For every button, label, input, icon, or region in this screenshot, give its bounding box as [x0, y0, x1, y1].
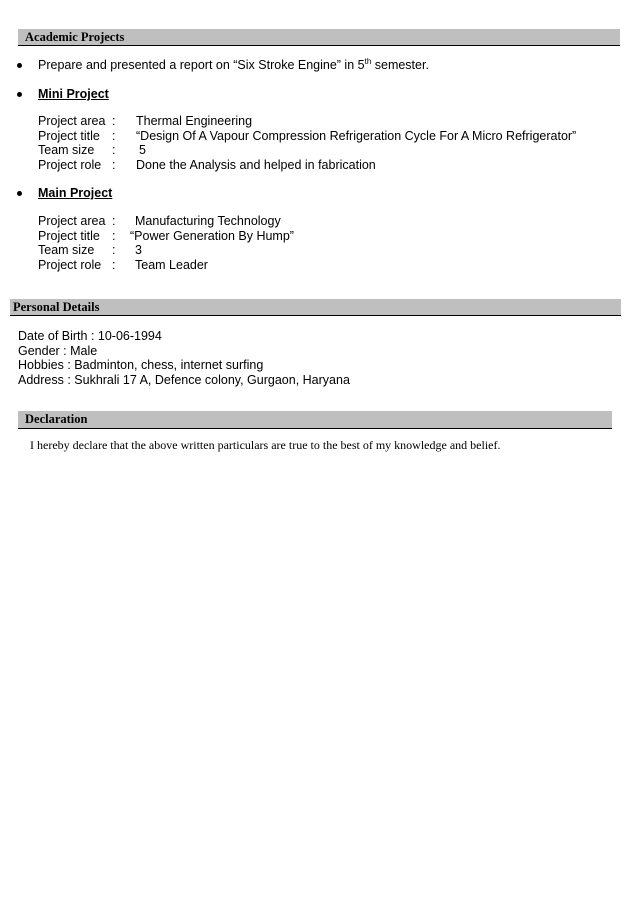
section-title-academic-projects: Academic Projects	[25, 30, 125, 44]
section-title-personal-details: Personal Details	[13, 300, 100, 314]
row-colon: :	[112, 257, 116, 272]
section-bar-declaration	[18, 411, 612, 429]
row-key: Project area	[38, 214, 106, 228]
row-colon: :	[112, 243, 116, 257]
report-text-end: semester.	[371, 58, 429, 72]
row-key: Project role	[38, 257, 102, 272]
row-key: Project area	[38, 114, 106, 128]
report-line	[38, 57, 429, 73]
row-colon: :	[112, 114, 116, 128]
report-text: Prepare and presented a report on “Six Stroke Engine” in 5	[38, 58, 365, 72]
address: Address : Sukhrali 17 A, Defence colony, Gurgaon, Haryana	[18, 373, 350, 387]
main-project-heading: Main Project	[38, 186, 113, 200]
gender: Gender : Male	[18, 344, 98, 358]
report-sup: th	[364, 56, 372, 66]
bullet-icon	[17, 191, 22, 196]
declaration-text: I hereby declare that the above written particulars are true to the best of my knowledge and belief.	[30, 438, 501, 452]
row-colon: :	[112, 157, 116, 172]
row-colon: :	[112, 214, 116, 228]
row-value: 5	[139, 143, 146, 157]
row-value: “Power Generation By Hump”	[130, 228, 294, 243]
row-key: Team size	[38, 143, 95, 157]
row-value: “Design Of A Vapour Compression Refrigeration Cycle For A Micro Refrigerator”	[136, 128, 577, 143]
row-key: Project title	[38, 228, 100, 243]
row-value: Done the Analysis and helped in fabrication	[136, 157, 376, 172]
section-bar-academic-projects	[18, 29, 620, 46]
section-title-declaration: Declaration	[25, 412, 88, 426]
bullet-icon	[17, 92, 22, 97]
row-value: Thermal Engineering	[136, 114, 253, 128]
date-of-birth: Date of Birth : 10-06-1994	[18, 329, 162, 343]
bullet-icon	[17, 63, 22, 68]
row-key: Team size	[38, 243, 95, 257]
row-key: Project role	[38, 157, 102, 172]
row-value: 3	[135, 243, 142, 257]
row-colon: :	[112, 143, 116, 157]
row-key: Project title	[38, 128, 100, 143]
row-colon: :	[112, 228, 116, 243]
row-value: Team Leader	[135, 257, 208, 272]
mini-project-heading: Mini Project	[38, 87, 109, 101]
row-colon: :	[112, 128, 116, 143]
row-value: Manufacturing Technology	[135, 214, 281, 228]
section-bar-personal-details	[10, 299, 621, 316]
hobbies: Hobbies : Badminton, chess, internet surfing	[18, 358, 264, 372]
